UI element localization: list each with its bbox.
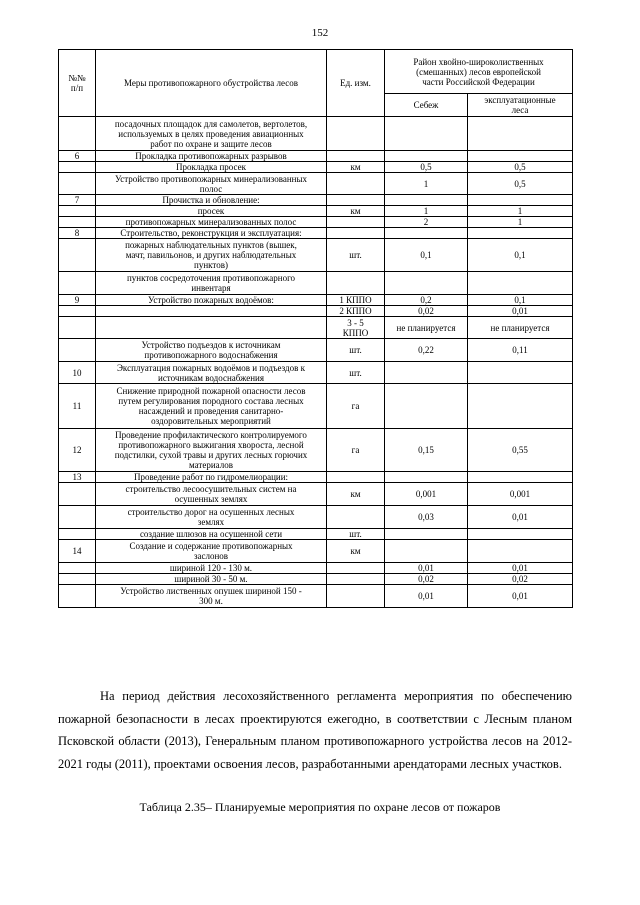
cell-sebezh xyxy=(385,272,468,295)
table-row xyxy=(59,540,573,563)
cell-num: 10 xyxy=(59,362,96,384)
cell-sebezh: 0,02 xyxy=(385,574,468,585)
header-measures: Меры противопожарного обустройства лесов xyxy=(96,50,327,117)
cell-measure: Прочистка и обновление: xyxy=(96,195,327,206)
table-row xyxy=(59,529,573,540)
table-row xyxy=(59,429,573,472)
cell-exploitation: не планируется xyxy=(468,317,573,339)
cell-sebezh: 2 xyxy=(385,217,468,228)
table-row xyxy=(59,195,573,206)
cell-measure: противопожарных минерализованных полос xyxy=(96,217,327,228)
cell-sebezh: 0,5 xyxy=(385,162,468,173)
cell-sebezh: 0,03 xyxy=(385,506,468,529)
cell-measure xyxy=(96,317,327,339)
cell-measure: Проведение работ по гидромелиорации: xyxy=(96,472,327,483)
table-row xyxy=(59,574,573,585)
cell-exploitation xyxy=(468,151,573,162)
cell-unit: шт. xyxy=(327,529,385,540)
cell-num: 8 xyxy=(59,228,96,239)
cell-unit xyxy=(327,574,385,585)
cell-unit: км xyxy=(327,162,385,173)
table-row xyxy=(59,339,573,362)
cell-num xyxy=(59,483,96,506)
cell-unit xyxy=(327,228,385,239)
table-row xyxy=(59,117,573,151)
table-row xyxy=(59,162,573,173)
cell-sebezh xyxy=(385,362,468,384)
header-num: №№ п/п xyxy=(59,50,96,117)
cell-measure: Устройство лиственных опушек шириной 150 - 300 м. xyxy=(96,585,327,608)
cell-measure: шириной 30 - 50 м. xyxy=(96,574,327,585)
cell-unit xyxy=(327,195,385,206)
cell-measure: Прокладка противопожарных разрывов xyxy=(96,151,327,162)
cell-exploitation: 0,1 xyxy=(468,295,573,306)
cell-num: 9 xyxy=(59,295,96,306)
cell-measure: строительство лесоосушительных систем на осушенных землях xyxy=(96,483,327,506)
cell-num xyxy=(59,117,96,151)
cell-unit xyxy=(327,585,385,608)
cell-exploitation: 0,5 xyxy=(468,162,573,173)
cell-unit: шт. xyxy=(327,239,385,272)
cell-num xyxy=(59,306,96,317)
cell-exploitation: 0,55 xyxy=(468,429,573,472)
cell-num xyxy=(59,162,96,173)
cell-num xyxy=(59,206,96,217)
header-unit: Ед. изм. xyxy=(327,50,385,117)
cell-sebezh: 0,2 xyxy=(385,295,468,306)
cell-sebezh xyxy=(385,384,468,429)
cell-measure: Прокладка просек xyxy=(96,162,327,173)
cell-measure: Эксплуатация пожарных водоёмов и подъездов к источникам водоснабжения xyxy=(96,362,327,384)
cell-unit: 3 - 5 КППО xyxy=(327,317,385,339)
cell-unit: шт. xyxy=(327,362,385,384)
table-row xyxy=(59,217,573,228)
cell-sebezh: 1 xyxy=(385,173,468,195)
table-row xyxy=(59,272,573,295)
header-exploitation-forests: эксплуатационные леса xyxy=(468,94,573,117)
header-sebezh: Себеж xyxy=(385,94,468,117)
cell-unit: км xyxy=(327,206,385,217)
cell-num: 11 xyxy=(59,384,96,429)
cell-sebezh xyxy=(385,195,468,206)
table-row xyxy=(59,506,573,529)
cell-measure: Проведение профилактического контролируемого противопожарного выжигания хвороста, лесной подстилки, сухой травы и других лесных горючих материалов xyxy=(96,429,327,472)
cell-unit xyxy=(327,117,385,151)
cell-exploitation xyxy=(468,117,573,151)
table-caption: Таблица 2.35– Планируемые мероприятия по охране лесов от пожаров xyxy=(139,800,501,814)
cell-sebezh: 0,15 xyxy=(385,429,468,472)
cell-measure: шириной 120 - 130 м. xyxy=(96,563,327,574)
cell-exploitation: 0,02 xyxy=(468,574,573,585)
fire-protection-table xyxy=(58,49,573,608)
cell-exploitation xyxy=(468,195,573,206)
cell-measure xyxy=(96,306,327,317)
cell-exploitation xyxy=(468,529,573,540)
cell-unit: шт. xyxy=(327,339,385,362)
cell-measure: пунктов сосредоточения противопожарного инвентаря xyxy=(96,272,327,295)
cell-sebezh: 0,1 xyxy=(385,239,468,272)
cell-num xyxy=(59,272,96,295)
cell-exploitation: 0,01 xyxy=(468,506,573,529)
cell-num xyxy=(59,563,96,574)
cell-exploitation: 0,1 xyxy=(468,239,573,272)
cell-measure: Строительство, реконструкция и эксплуатация: xyxy=(96,228,327,239)
cell-num: 13 xyxy=(59,472,96,483)
table-row xyxy=(59,306,573,317)
cell-num: 6 xyxy=(59,151,96,162)
cell-sebezh xyxy=(385,540,468,563)
table-row xyxy=(59,585,573,608)
cell-unit: км xyxy=(327,540,385,563)
cell-unit: га xyxy=(327,429,385,472)
cell-exploitation: 0,01 xyxy=(468,306,573,317)
cell-sebezh: 1 xyxy=(385,206,468,217)
cell-measure: просек xyxy=(96,206,327,217)
cell-sebezh: 0,01 xyxy=(385,563,468,574)
cell-exploitation xyxy=(468,384,573,429)
cell-num: 7 xyxy=(59,195,96,206)
page-number: 152 xyxy=(311,27,329,39)
cell-unit xyxy=(327,151,385,162)
cell-exploitation: 1 xyxy=(468,206,573,217)
cell-sebezh xyxy=(385,151,468,162)
cell-exploitation xyxy=(468,472,573,483)
table-row xyxy=(59,362,573,384)
cell-exploitation xyxy=(468,272,573,295)
cell-num xyxy=(59,317,96,339)
cell-unit xyxy=(327,217,385,228)
cell-sebezh: 0,01 xyxy=(385,585,468,608)
cell-exploitation: 1 xyxy=(468,217,573,228)
table-row xyxy=(59,239,573,272)
table-row xyxy=(59,228,573,239)
table-row xyxy=(59,151,573,162)
cell-sebezh xyxy=(385,228,468,239)
cell-measure: строительство дорог на осушенных лесных землях xyxy=(96,506,327,529)
cell-num xyxy=(59,529,96,540)
cell-exploitation: 0,11 xyxy=(468,339,573,362)
table-row xyxy=(59,384,573,429)
table-row xyxy=(59,563,573,574)
cell-sebezh: 0,001 xyxy=(385,483,468,506)
cell-sebezh: 0,22 xyxy=(385,339,468,362)
cell-measure: Устройство подъездов к источникам противопожарного водоснабжения xyxy=(96,339,327,362)
cell-measure: Устройство противопожарных минерализованных полос xyxy=(96,173,327,195)
header-region: Район хвойно-широколиственных (смешанных) лесов европейской части Российской Федерации xyxy=(385,50,573,94)
cell-num xyxy=(59,339,96,362)
cell-num xyxy=(59,173,96,195)
cell-measure: посадочных площадок для самолетов, вертолетов, используемых в целях проведения авиационных работ по охране и защите лесов xyxy=(96,117,327,151)
cell-unit xyxy=(327,272,385,295)
cell-exploitation: 0,5 xyxy=(468,173,573,195)
cell-exploitation xyxy=(468,228,573,239)
cell-num xyxy=(59,585,96,608)
cell-sebezh: 0,02 xyxy=(385,306,468,317)
table-row xyxy=(59,295,573,306)
cell-sebezh xyxy=(385,529,468,540)
cell-exploitation: 0,001 xyxy=(468,483,573,506)
cell-sebezh xyxy=(385,472,468,483)
cell-exploitation xyxy=(468,362,573,384)
table-row xyxy=(59,472,573,483)
cell-sebezh: не планируется xyxy=(385,317,468,339)
cell-sebezh xyxy=(385,117,468,151)
cell-measure: создание шлюзов на осушенной сети xyxy=(96,529,327,540)
cell-unit xyxy=(327,472,385,483)
table-row xyxy=(59,483,573,506)
cell-unit xyxy=(327,506,385,529)
body-paragraph: На период действия лесохозяйственного регламента мероприятия по обеспечению пожарной безопасности в лесах проектируются ежегодно, в соответствии с Лесным планом Псковской области (2013), Генеральным планом противопожарного устройства лесов на 2012-2021 годы (2011), проектами освоения лесов, разработанными арендаторами лесных участков. xyxy=(58,689,572,771)
cell-measure: Создание и содержание противопожарных заслонов xyxy=(96,540,327,563)
cell-exploitation: 0,01 xyxy=(468,585,573,608)
cell-num: 14 xyxy=(59,540,96,563)
table-row xyxy=(59,317,573,339)
cell-exploitation: 0,01 xyxy=(468,563,573,574)
table-row xyxy=(59,173,573,195)
cell-unit xyxy=(327,563,385,574)
cell-unit: км xyxy=(327,483,385,506)
cell-measure: Снижение природной пожарной опасности лесов путем регулирования породного состава лесных насаждений и проведения санитарно- оздоровительных мероприятий xyxy=(96,384,327,429)
cell-unit xyxy=(327,173,385,195)
cell-measure: Устройство пожарных водоёмов: xyxy=(96,295,327,306)
cell-unit: га xyxy=(327,384,385,429)
cell-num: 12 xyxy=(59,429,96,472)
table-row xyxy=(59,206,573,217)
cell-exploitation xyxy=(468,540,573,563)
cell-num xyxy=(59,506,96,529)
cell-num xyxy=(59,239,96,272)
cell-num xyxy=(59,217,96,228)
cell-num xyxy=(59,574,96,585)
cell-unit: 2 КППО xyxy=(327,306,385,317)
cell-measure: пожарных наблюдательных пунктов (вышек, мачт, павильонов, и других наблюдательных пунктов) xyxy=(96,239,327,272)
cell-unit: 1 КППО xyxy=(327,295,385,306)
